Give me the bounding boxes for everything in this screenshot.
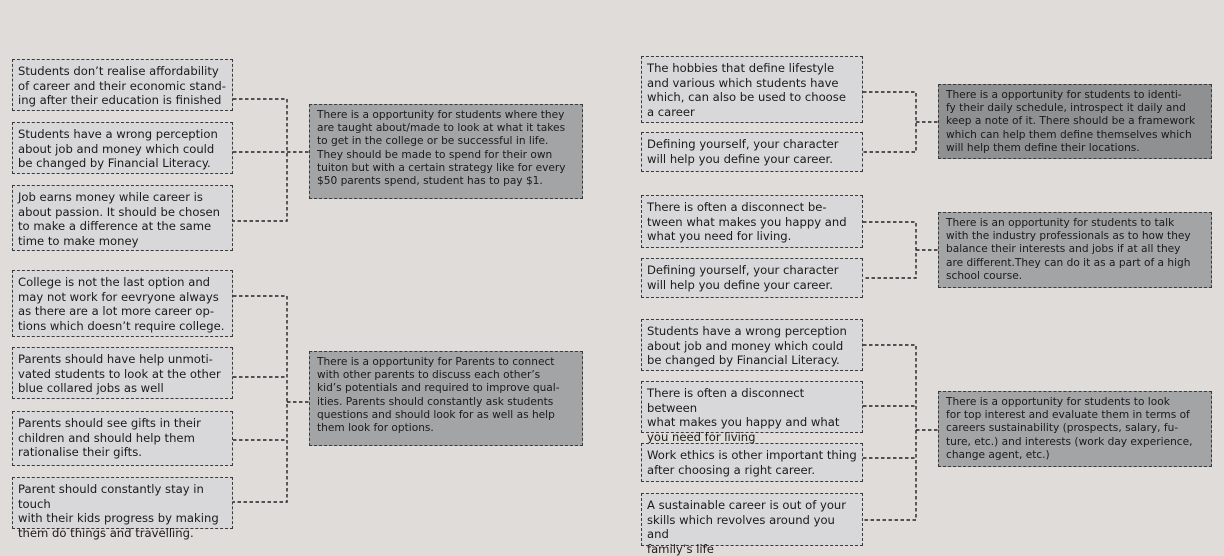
connector — [233, 99, 287, 221]
note-g1-1: Students don’t realise affordability of career and their economic stand- ing after their education is finished — [12, 59, 233, 111]
connector — [863, 92, 916, 152]
note-g4-2: Defining yourself, your character will help you define your career. — [641, 258, 863, 298]
note-g3-2: Defining yourself, your character will help you define your career. — [641, 132, 863, 172]
note-g4-1: There is often a disconnect be- tween what makes you happy and what you need for living. — [641, 195, 863, 248]
connector — [863, 222, 916, 278]
insight-g4: There is an opportunity for students to talk with the industry professionals as to how they balance their interests and jobs if at all they are different.They can do it as a part of a high school course. — [938, 212, 1212, 288]
note-g2-4: Parent should constantly stay in touch with their kids progress by making them do things and travelling. — [12, 477, 233, 529]
insight-g5: There is a opportunity for students to look for top interest and evaluate them in terms of careers sustainability (prospects, salary, fu- ture, etc.) and interests (work day experience, change agent, etc.) — [938, 391, 1212, 467]
connector — [863, 345, 916, 520]
note-g2-1: College is not the last option and may not work for eevryone always as there are a lot more career op- tions which doesn’t require college. — [12, 270, 233, 337]
note-g3-1: The hobbies that define lifestyle and various which students have which, can also be used to choose a career — [641, 56, 863, 123]
note-g1-3: Job earns money while career is about passion. It should be chosen to make a difference at the same time to make money — [12, 185, 233, 251]
insight-g2: There is a opportunity for Parents to connect with other parents to discuss each other’s kid’s potentials and required to improve qual- ities. Parents should constantly ask students questions and should look for as well as help them look for options. — [309, 351, 583, 446]
note-g2-2: Parents should have help unmoti- vated students to look at the other blue collared jobs as well — [12, 347, 233, 399]
note-g5-4: A sustainable career is out of your skills which revolves around you and family’s life — [641, 493, 863, 546]
insight-g3: There is a opportunity for students to identi- fy their daily schedule, introspect it daily and keep a note of it. There should be a framework which can help them define themselves which will help them define their locations. — [938, 84, 1212, 159]
connector — [233, 296, 287, 502]
note-g5-3: Work ethics is other important thing after choosing a right career. — [641, 443, 863, 482]
note-g2-3: Parents should see gifts in their children and should help them rationalise their gifts. — [12, 411, 233, 466]
insight-g1: There is a opportunity for students where they are taught about/made to look at what it takes to get in the college or be successful in life. They should be made to spend for their own tuiton but with a certain strategy like for every $50 parents spend, student has to pay $1. — [309, 104, 583, 199]
note-g5-1: Students have a wrong perception about job and money which could be changed by Financial Literacy. — [641, 319, 863, 371]
note-g1-2: Students have a wrong perception about job and money which could be changed by Financial Literacy. — [12, 122, 233, 174]
note-g5-2: There is often a disconnect between what makes you happy and what you need for living — [641, 381, 863, 433]
